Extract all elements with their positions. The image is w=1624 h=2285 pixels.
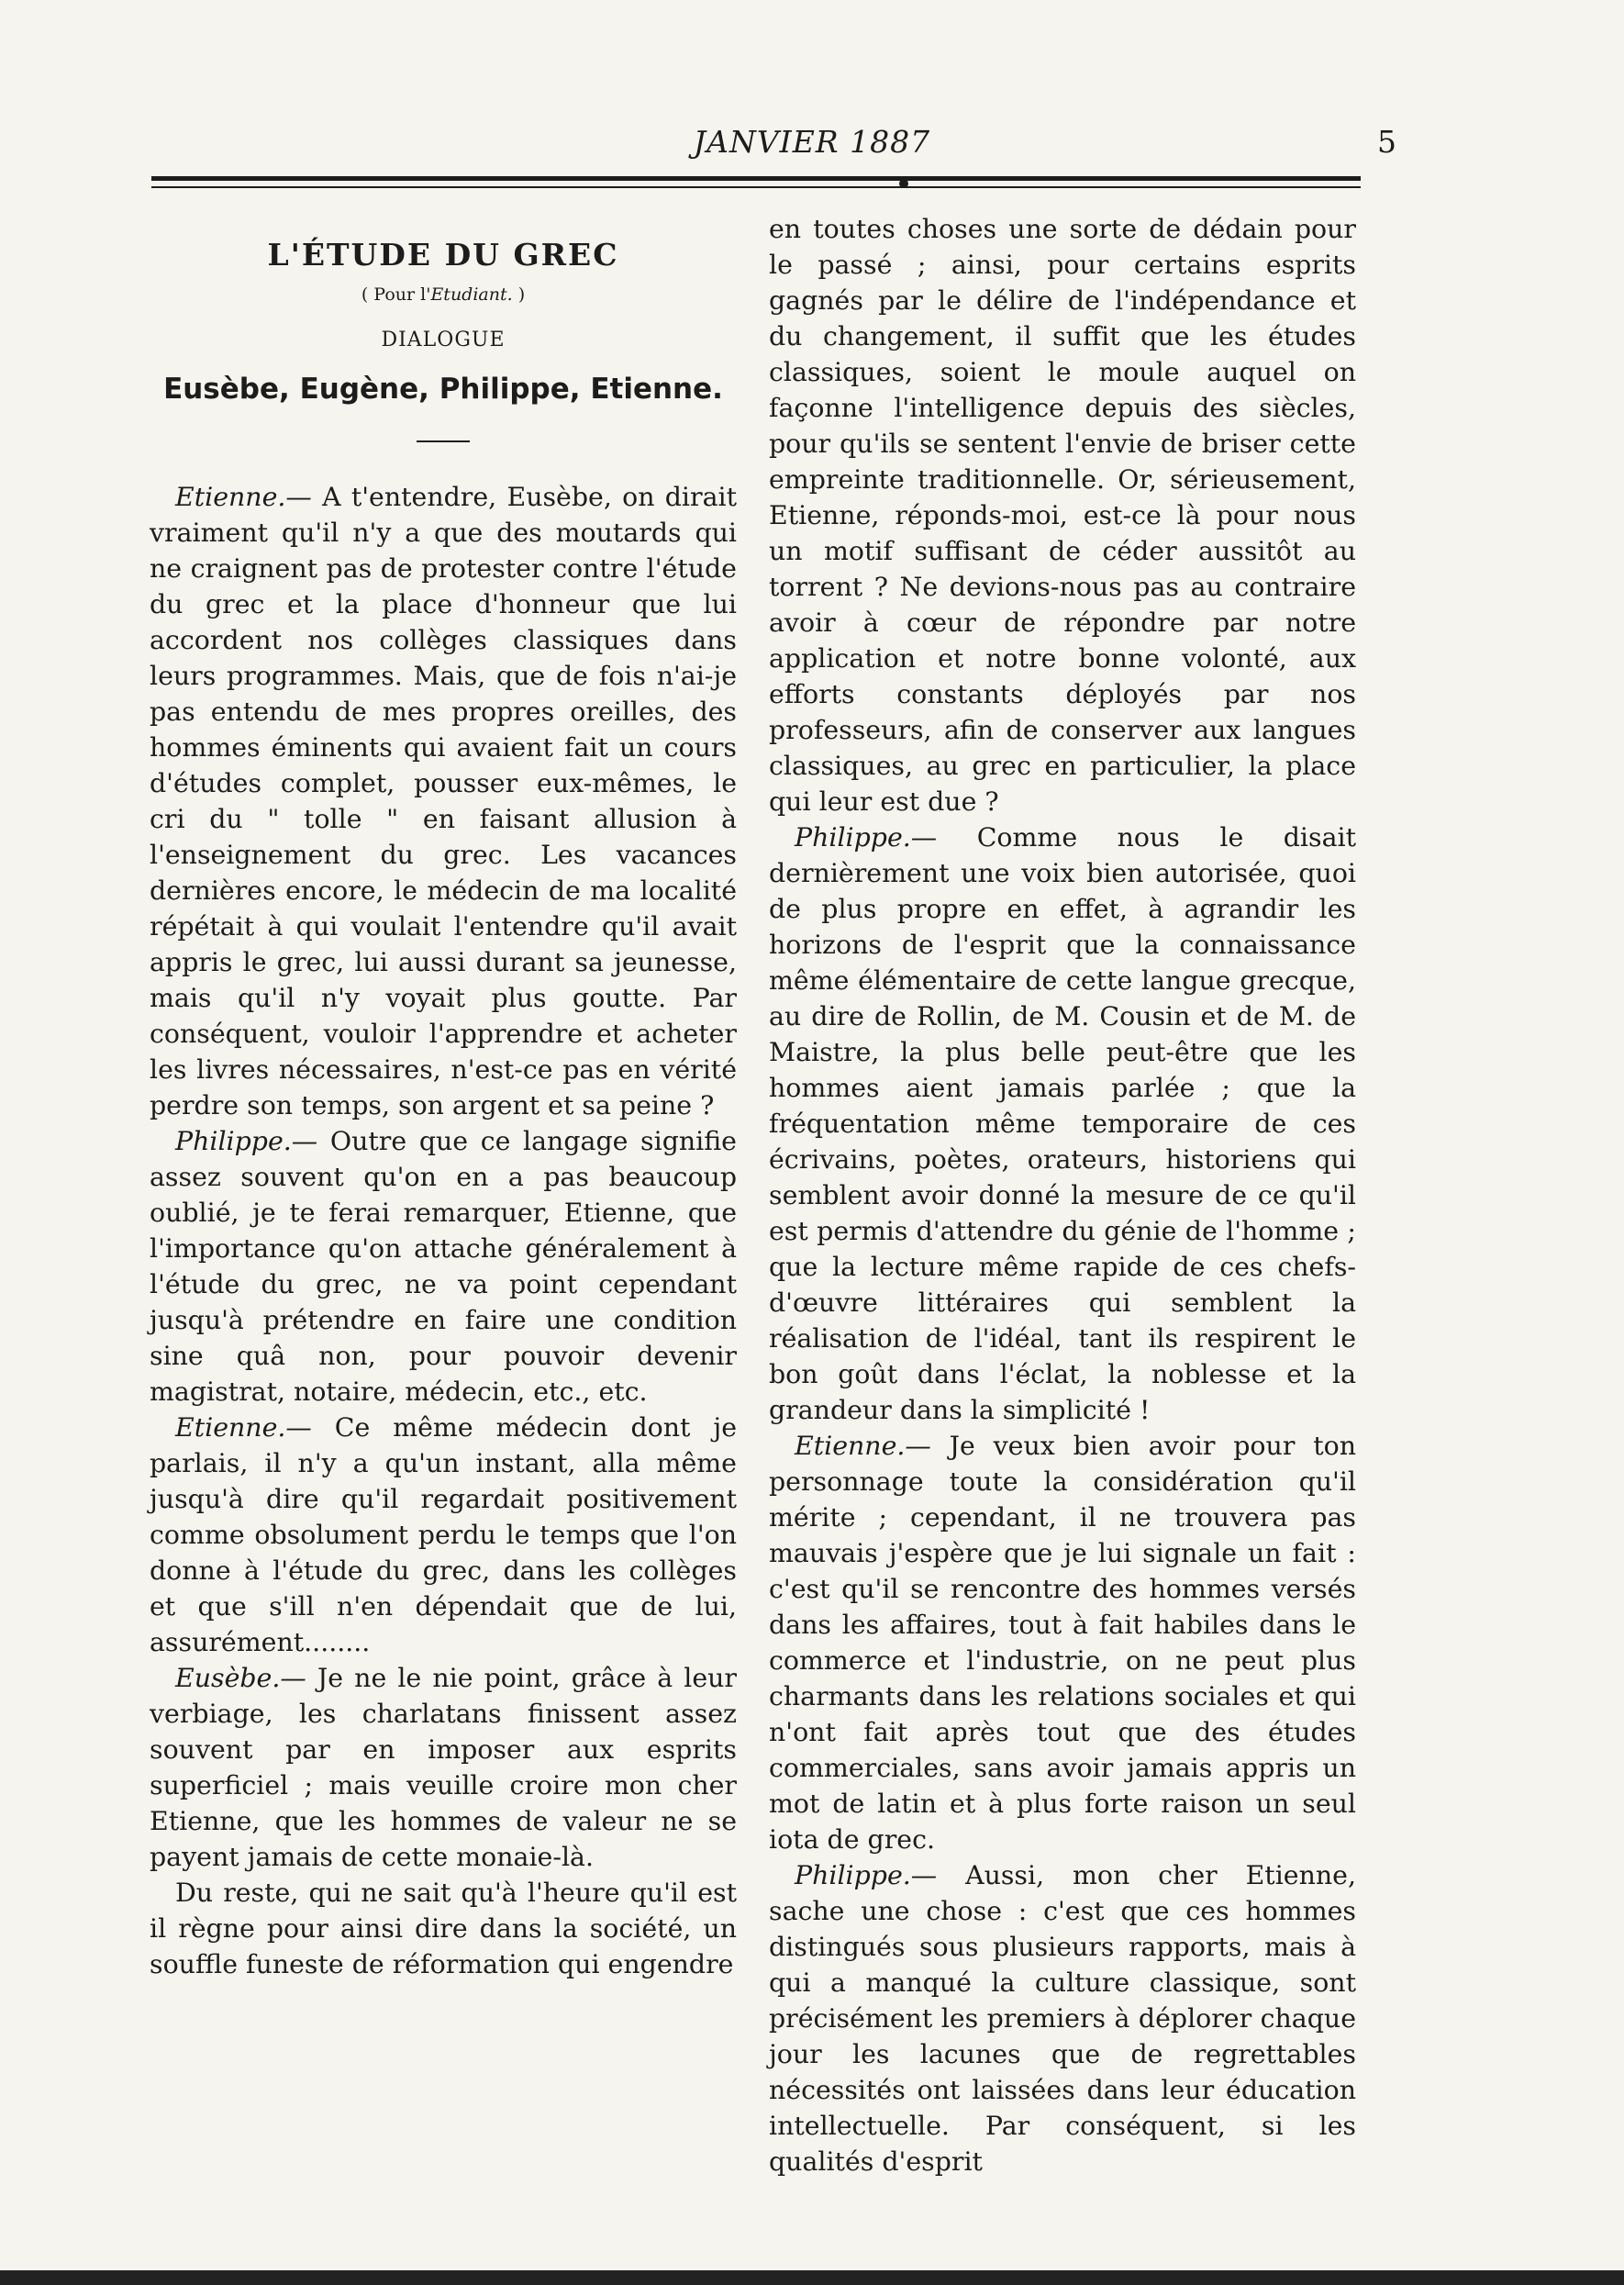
speaker-name: Eusèbe.— (175, 1663, 306, 1693)
speaker-name: Etienne.— (175, 1412, 312, 1443)
article-genre: DIALOGUE (381, 329, 506, 351)
subtitle-suffix: ) (512, 284, 526, 305)
dialogue-paragraph (769, 819, 1356, 1428)
page-header-date: JANVIER 1887 (693, 124, 931, 160)
paragraph-text: Outre que ce langage signifie assez souvent qu'on en a pas beaucoup oublié, je te ferai remarquer, Etienne, que l'importance qu'on attache généralement à l'étude du grec, ne va point cependant jusqu'à prétendre en faire une condition sine quâ non, pour pouvoir devenir magistrat, notaire, médecin, etc., etc. (150, 1126, 737, 1407)
dialogue-paragraph (150, 1123, 737, 1410)
subtitle-italic: Etudiant. (430, 284, 513, 305)
page-number: 5 (1377, 124, 1396, 160)
paragraph-text: A t'entendre, Eusèbe, on dirait vraiment qu'il n'y a que des moutards qui ne craignent pas de protester contre l'étude du grec et la place d'honneur que lui accordent nos collèges classiques dans leurs programmes. Mais, que de fois n'ai-je pas entendu de mes propres oreilles, des hommes éminents qui avaient fait un cours d'études complet, pousser eux-mêmes, le cri du " tolle " en faisant allusion à l'enseignement du grec. Les vacances dernières encore, le médecin de ma localité répétait à qui voulait l'entendre qu'il avait appris le grec, lui aussi durant sa jeunesse, mais qu'il n'y voyait plus goutte. Par conséquent, vouloir l'apprendre et acheter les livres nécessaires, n'est-ce pas en vérité perdre son temps, son argent et sa peine ? (150, 482, 737, 1120)
speaker-name: Etienne.— (795, 1431, 931, 1461)
header-rule-ornament (899, 179, 908, 188)
dialogue-paragraph (150, 1660, 737, 1875)
speaker-name: Philippe.— (795, 822, 938, 853)
header-rule-thin (151, 186, 1361, 188)
article-title: L'ÉTUDE DU GREC (267, 237, 619, 273)
scan-edge-bar (0, 2270, 1624, 2285)
paragraph-text: Ce même médecin dont je parlais, il n'y a qu'un instant, alla même jusqu'à dire qu'il regardait positivement comme obsolument perdu le temps que l'on donne à l'étude du grec, dans les collèges et que s'ill n'en dépendait que de lui, assurément........ (150, 1412, 737, 1657)
paragraph-text: Comme nous le disait dernièrement une voix bien autorisée, quoi de plus propre en effet, à agrandir les horizons de l'esprit que la connaissance même élémentaire de cette langue grecque, au dire de Rollin, de M. Cousin et de M. de Maistre, la plus belle peut-être que les hommes aient jamais parlée ; que la fréquentation même temporaire de ces écrivains, poètes, orateurs, historiens qui semblent avoir donné la mesure de ce qu'il est permis d'attendre du génie de l'homme ; que la lecture même rapide de ces chefs-d'œuvre littéraires qui semblent la réalisation de l'idéal, tant ils respirent le bon goût dans l'éclat, la noblesse et la grandeur dans la simplicité ! (769, 822, 1356, 1425)
dialogue-paragraph (150, 1410, 737, 1660)
paragraph-text: Je ne le nie point, grâce à leur verbiage, les charlatans finissent assez souvent par en imposer aux esprits superficiel ; mais veuille croire mon cher Etienne, que les hommes de valeur ne se payent jamais de cette monaie-là. (150, 1663, 737, 1872)
speaker-name: Etienne.— (175, 482, 312, 512)
speaker-name: Philippe.— (175, 1126, 318, 1156)
dialogue-paragraph-continued (769, 211, 1356, 819)
subtitle-prefix: ( Pour l' (361, 284, 431, 305)
speaker-name: Philippe.— (795, 1860, 938, 1890)
article-characters: Eusèbe, Eugène, Philippe, Etienne. (163, 373, 723, 406)
dialogue-paragraph (769, 1428, 1356, 1857)
right-column (769, 211, 1356, 2179)
title-divider (417, 440, 470, 442)
paragraph-text: Du reste, qui ne sait qu'à l'heure qu'il est il règne pour ainsi dire dans la société, un souffle funeste de réformation qui engendre (150, 1878, 737, 1979)
article-subtitle (150, 283, 737, 307)
header-rule-thick (151, 176, 1361, 181)
left-column (150, 211, 737, 1982)
dialogue-paragraph (150, 479, 737, 1123)
paragraph-text: Aussi, mon cher Etienne, sache une chose : c'est que ces hommes distingués sous plusieurs rapports, mais à qui a manqué la culture classique, sont précisément les premiers à déplorer chaque jour les lacunes que de regrettables nécessités ont laissées dans leur éducation intellectuelle. Par conséquent, si les qualités d'esprit (769, 1860, 1356, 2177)
paragraph-text: en toutes choses une sorte de dédain pour le passé ; ainsi, pour certains esprits gagnés par le délire de l'indépendance et du changement, il suffit que les études classiques, soient le moule auquel on façonne l'intelligence depuis des siècles, pour qu'ils se sentent l'envie de briser cette empreinte traditionnelle. Or, sérieusement, Etienne, réponds-moi, est-ce là pour nous un motif suffisant de céder aussitôt au torrent ? Ne devions-nous pas au contraire avoir à cœur de répondre par notre application et notre bonne volonté, aux efforts constants déployés par nos professeurs, afin de conserver aux langues classiques, au grec en particulier, la place qui leur est due ? (769, 214, 1356, 817)
dialogue-paragraph (150, 1875, 737, 1982)
dialogue-paragraph (769, 1857, 1356, 2179)
paragraph-text: Je veux bien avoir pour ton personnage toute la considération qu'il mérite ; cependant, il ne trouvera pas mauvais j'espère que je lui signale un fait : c'est qu'il se rencontre des hommes versés dans les affaires, tout à fait habiles dans le commerce et l'industrie, on ne peut plus charmants dans les relations sociales et qui n'ont fait après tout que des études commerciales, sans avoir jamais appris un mot de latin et à plus forte raison un seul iota de grec. (769, 1431, 1356, 1855)
